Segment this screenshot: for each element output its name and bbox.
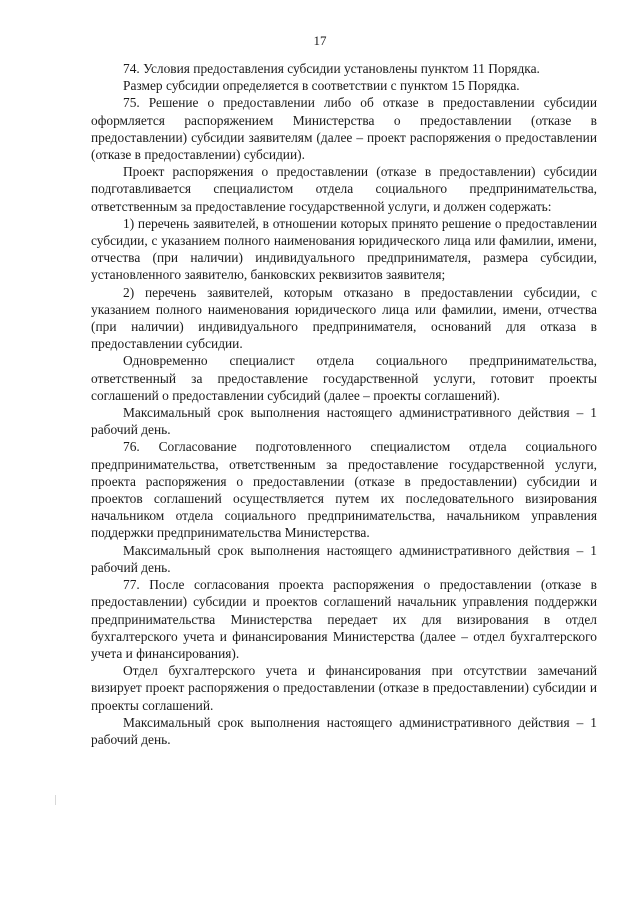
paragraph-max-term-3: Максимальный срок выполнения настоящего административного действия – 1 рабочий день. <box>91 714 597 747</box>
paragraph-subsidy-size: Размер субсидии определяется в соответствии с пунктом 15 Порядка. <box>123 78 520 94</box>
paragraph-74: 74. Условия предоставления субсидии установлены пунктом 11 Порядка. <box>123 61 540 76</box>
paragraph-accounting: Отдел бухгалтерского учета и финансирования при отсутствии замечаний визирует проект распоряжения о предоставлении (отказе в предоставлении) субсидии и проекты соглашений. <box>91 663 597 713</box>
page-number: 17 <box>313 33 327 48</box>
scan-edge-mark <box>55 795 56 805</box>
list-item-1: 1) перечень заявителей, в отношении которых принято решение о предоставлении субсидии, с указанием полного наименования юридического лица или фамилии, имени, отчества (при наличии) индивидуального предпринимателя, размера субсидии, установленного заявителю, банковских реквизитов заявителя; <box>91 215 597 283</box>
paragraph-max-term-1: Максимальный срок выполнения настоящего административного действия – 1 рабочий день. <box>91 405 597 438</box>
paragraph-75: 75. Решение о предоставлении либо об отказе в предоставлении субсидии оформляется распоряжением Министерства о предоставлении (отказе в предоставлении) субсидии заявителям (далее – проект распоряжения о предоставлении (отказе в предоставлении) субсидии). <box>91 95 597 163</box>
paragraph-max-term-2: Максимальный срок выполнения настоящего административного действия – 1 рабочий день. <box>91 542 597 575</box>
paragraph-76: 76. Согласование подготовленного специалистом отдела социального предпринимательства, ответственным за предоставление государственной услуги, проекта распоряжения о предоставлении (отказе в предоставлении) субсидии и проектов соглашений осуществляется путем их последовательного визирования начальником отдела социального предпринимательства, начальником управления поддержки предпринимательства Министерства. <box>91 439 597 541</box>
paragraph-77: 77. После согласования проекта распоряжения о предоставлении (отказе в предоставлении) субсидии и проектов соглашений начальник управления поддержки предпринимательства Министерства передает их для визирования в отдел бухгалтерского учета и финансирования Министерства (далее – отдел бухгалтерского учета и финансирования). <box>91 577 597 661</box>
paragraph-draft-order: Проект распоряжения о предоставлении (отказе в предоставлении) субсидии подготавливается специалистом отдела социального предпринимательства, ответственным за предоставление государственной услуги, и должен содержать: <box>91 164 597 214</box>
list-item-2: 2) перечень заявителей, которым отказано в предоставлении субсидии, с указанием полного наименования юридического лица или фамилии, имени, отчества (при наличии) индивидуального предпринимателя, оснований для отказа в предоставлении субсидии. <box>91 284 597 352</box>
paragraph-agreements: Одновременно специалист отдела социального предпринимательства, ответственный за предоставление государственной услуги, готовит проекты соглашений о предоставлении субсидий (далее – проекты соглашений). <box>91 353 597 403</box>
document-body <box>91 60 597 748</box>
